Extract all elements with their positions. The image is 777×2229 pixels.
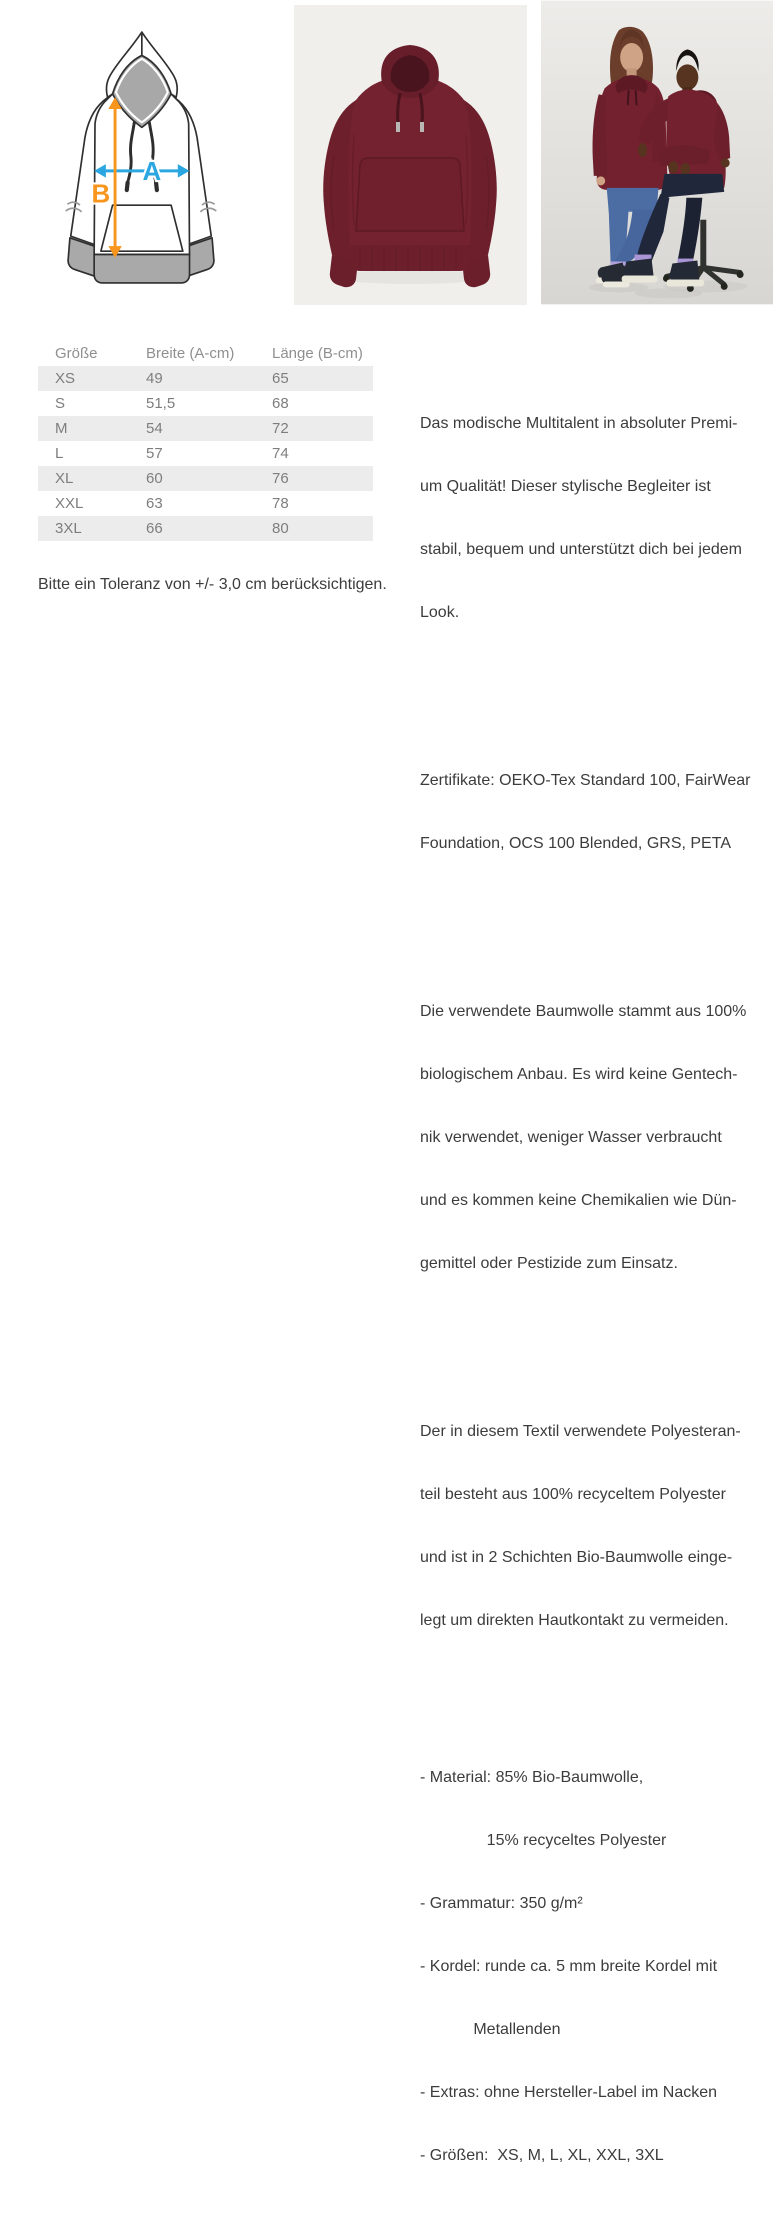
size-diagram-image (57, 27, 225, 293)
table-row: XXL 63 78 (55, 495, 289, 512)
table-header-row (38, 341, 373, 366)
col-header-length: Länge (B-cm) (272, 345, 363, 362)
table-row: L 57 74 (55, 445, 289, 462)
length-arrow-label: B (91, 180, 111, 209)
waistband (94, 255, 189, 283)
hoodie-line-drawing (57, 27, 225, 293)
table-row: M 54 72 (38, 416, 373, 441)
tolerance-note: Bitte ein Toleranz von +/- 3,0 cm berücksichtigen. (38, 576, 387, 593)
product-description (420, 329, 776, 2229)
models-photo-image (541, 0, 773, 305)
detail-kordel2: Metallenden (420, 2021, 561, 2038)
table-row: XS 49 65 (38, 366, 373, 391)
pocket (101, 205, 183, 251)
polyester-paragraph: Der in diesem Textil verwendete Polyesteran- teil besteht aus 100% recyceltem Polyester und ist in 2 Schichten Bio-Baumwolle einge- legt um direkten Hautkontakt zu vermeiden. (420, 1423, 741, 1629)
detail-kordel: - Kordel: runde ca. 5 mm breite Kordel mit (420, 1958, 718, 1975)
table-row: XL 60 76 (38, 466, 373, 491)
detail-grammatur: - Grammatur: 350 g/m² (420, 1895, 583, 1912)
col-header-size: Größe (55, 345, 98, 362)
models-photo (541, 0, 773, 305)
hoodie-photo (294, 5, 527, 305)
width-arrow-label: A (142, 158, 162, 187)
description-paragraph: Das modische Multitalent in absoluter Premi- um Qualität! Dieser stylische Begleiter ist stabil, bequem und unterstützt dich bei jedem Look. (420, 415, 742, 621)
cotton-paragraph: Die verwendete Baumwolle stammt aus 100% biologischem Anbau. Es wird keine Gentech- nik verwendet, weniger Wasser verbraucht und es kommen keine Chemikalien wie Dün- gemittel oder Pestizide zum Einsatz. (420, 1003, 747, 1272)
certificates-paragraph: Zertifikate: OEKO-Tex Standard 100, FairWear Foundation, OCS 100 Blended, GRS, PETA (420, 772, 751, 852)
table-row: S 51,5 68 (55, 395, 289, 412)
col-header-width: Breite (A-cm) (146, 345, 235, 362)
detail-extras: - Extras: ohne Hersteller-Label im Nacken (420, 2084, 718, 2101)
detail-material2: 15% recyceltes Polyester (420, 1832, 667, 1849)
detail-groessen: - Größen: XS, M, L, XL, XXL, 3XL (420, 2147, 664, 2164)
detail-material: - Material: 85% Bio-Baumwolle, (420, 1769, 644, 1786)
table-row: 3XL 66 80 (38, 516, 373, 541)
product-photo-image (294, 5, 527, 305)
details-list (420, 1725, 776, 2208)
size-chart-table (38, 341, 373, 541)
